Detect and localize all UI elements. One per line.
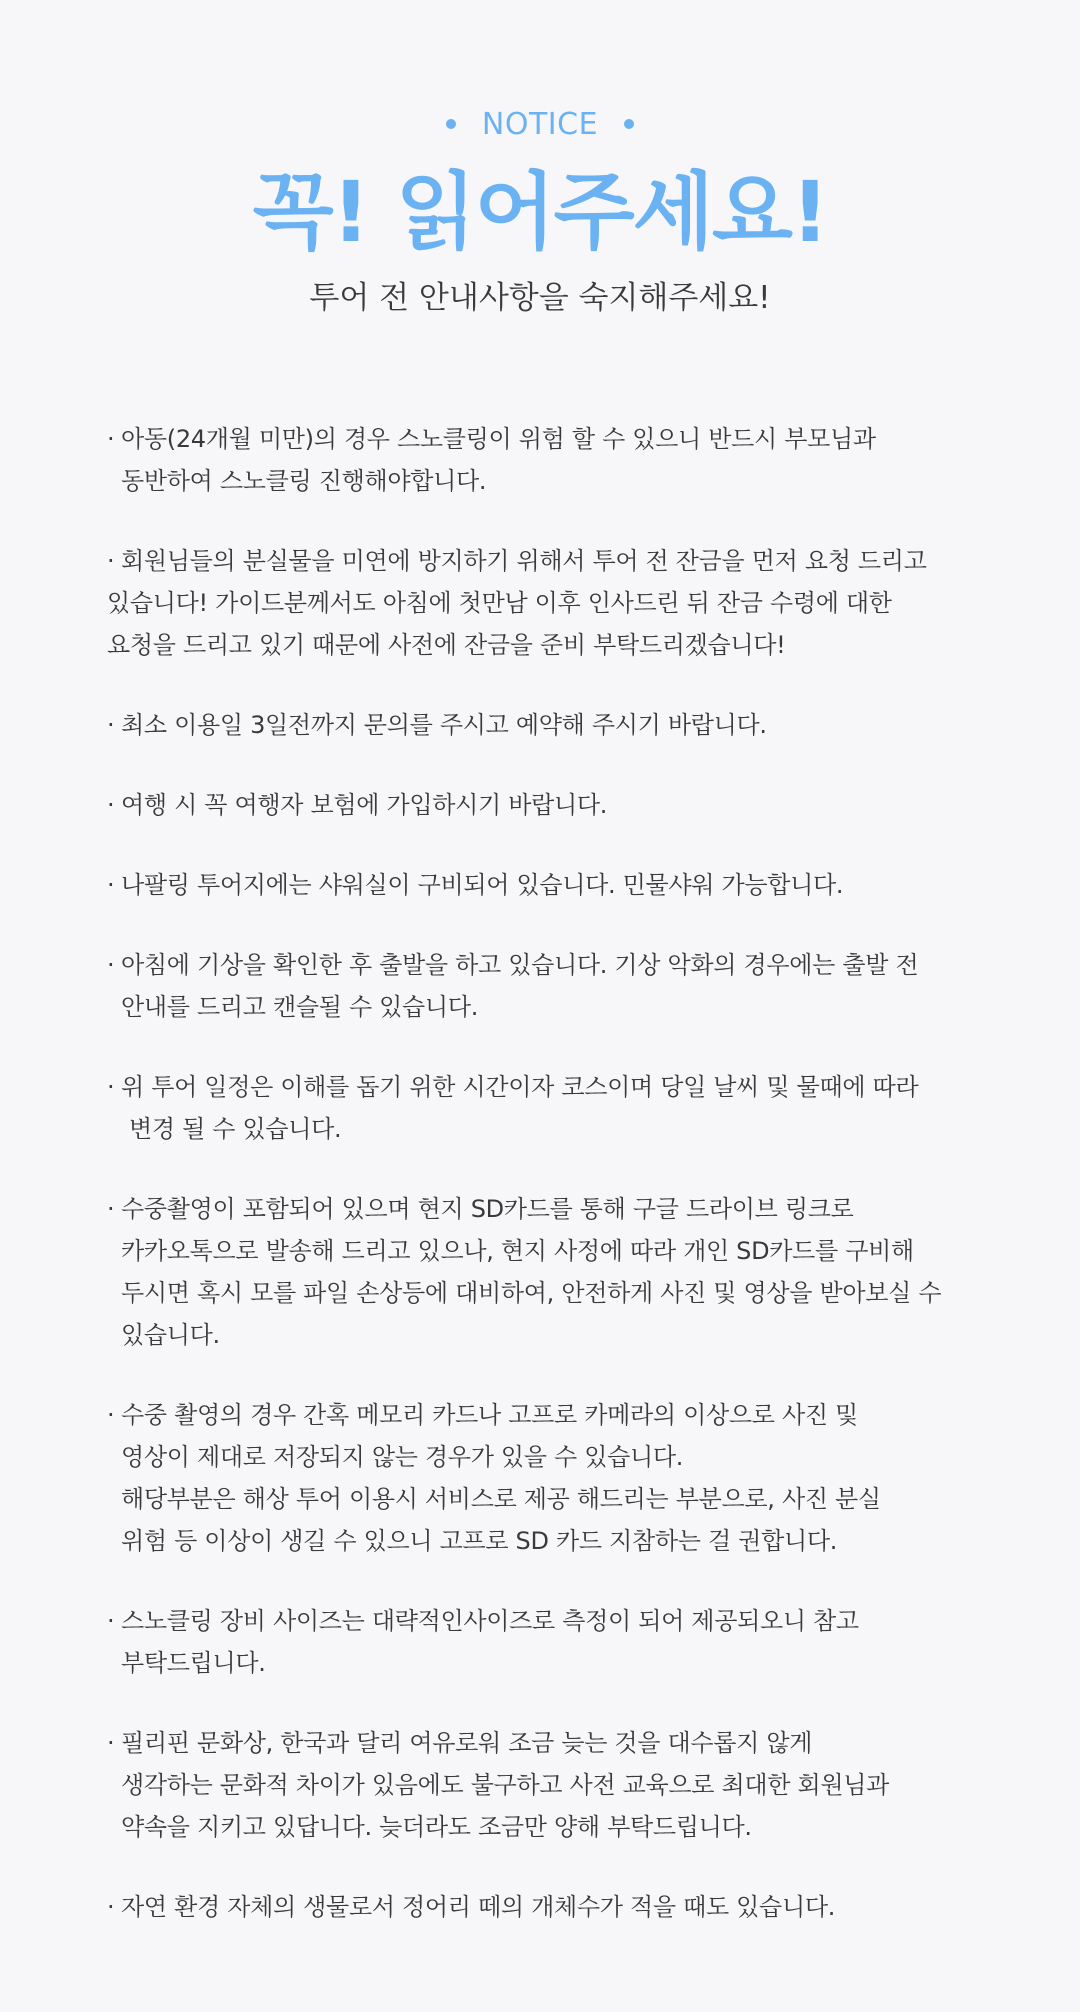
notice-line: 있습니다! 가이드분께서도 아침에 첫만남 이후 인사드린 뒤 잔금 수령에 대한	[107, 589, 892, 617]
bullet-icon: ·	[107, 1729, 115, 1757]
notice-line: 위 투어 일정은 이해를 돕기 위한 시간이자 코스이며 당일 날씨 및 물때에 따라	[121, 1073, 919, 1101]
notice-line: 위험 등 이상이 생길 수 있으니 고프로 SD 카드 지참하는 걸 권합니다.	[121, 1527, 838, 1555]
notice-line: 생각하는 문화적 차이가 있음에도 불구하고 사전 교육으로 최대한 회원님과	[121, 1771, 890, 1799]
notice-line: 부탁드립니다.	[121, 1649, 266, 1677]
notice-line: 동반하여 스노클링 진행해야합니다.	[121, 467, 487, 495]
notice-item	[107, 864, 987, 906]
bullet-icon: ·	[107, 1893, 115, 1921]
bullet-icon: ·	[107, 871, 115, 899]
notice-line: 아침에 기상을 확인한 후 출발을 하고 있습니다. 기상 악화의 경우에는 출발 전	[121, 951, 919, 979]
notice-item	[107, 1066, 987, 1150]
notice-item	[107, 1722, 987, 1848]
notice-label	[446, 104, 634, 144]
bullet-icon: ·	[107, 711, 115, 739]
notice-item	[107, 1394, 987, 1562]
notice-item	[107, 1886, 987, 1928]
bullet-icon: ·	[107, 1607, 115, 1635]
notice-line: 변경 될 수 있습니다.	[129, 1115, 342, 1143]
notice-line: 자연 환경 자체의 생물로서 정어리 떼의 개체수가 적을 때도 있습니다.	[121, 1893, 836, 1921]
bullet-icon: ·	[107, 547, 115, 575]
notice-line: 있습니다.	[121, 1321, 220, 1349]
notice-label-text: NOTICE	[481, 106, 599, 142]
bullet-icon: ·	[107, 1195, 115, 1223]
bullet-icon: ·	[107, 951, 115, 979]
notice-line: 아동(24개월 미만)의 경우 스노클링이 위험 할 수 있으니 반드시 부모님과	[121, 425, 876, 453]
bullet-icon: ·	[107, 791, 115, 819]
notice-item	[107, 944, 987, 1028]
notice-line: 두시면 혹시 모를 파일 손상등에 대비하여, 안전하게 사진 및 영상을 받아보실 수	[121, 1279, 942, 1307]
notice-line: 수중촬영이 포함되어 있으며 현지 SD카드를 통해 구글 드라이브 링크로	[121, 1195, 854, 1223]
notice-line: 약속을 지키고 있답니다. 늦더라도 조금만 양해 부탁드립니다.	[121, 1813, 752, 1841]
notice-line: 여행 시 꼭 여행자 보험에 가입하시기 바랍니다.	[121, 791, 608, 819]
notice-list	[107, 418, 987, 1966]
notice-line: 최소 이용일 3일전까지 문의를 주시고 예약해 주시기 바랍니다.	[121, 711, 767, 739]
bullet-icon: ·	[107, 425, 115, 453]
notice-line: 스노클링 장비 사이즈는 대략적인사이즈로 측정이 되어 제공되오니 참고	[121, 1607, 859, 1635]
notice-line: 나팔링 투어지에는 샤워실이 구비되어 있습니다. 민물샤워 가능합니다.	[121, 871, 844, 899]
notice-line: 필리핀 문화상, 한국과 달리 여유로워 조금 늦는 것을 대수롭지 않게	[121, 1729, 813, 1757]
notice-item	[107, 418, 987, 502]
notice-line: 요청을 드리고 있기 때문에 사전에 잔금을 준비 부탁드리겠습니다!	[107, 631, 786, 659]
notice-header	[0, 0, 1080, 320]
bullet-icon: ·	[107, 1401, 115, 1429]
notice-line: 회원님들의 분실물을 미연에 방지하기 위해서 투어 전 잔금을 먼저 요청 드리고	[121, 547, 927, 575]
notice-line: 안내를 드리고 캔슬될 수 있습니다.	[121, 993, 479, 1021]
notice-item	[107, 1188, 987, 1356]
page-title: 꼭! 읽어주세요!	[252, 163, 828, 261]
notice-item	[107, 1600, 987, 1684]
notice-line: 카카오톡으로 발송해 드리고 있으나, 현지 사정에 따라 개인 SD카드를 구비해	[121, 1237, 914, 1265]
bullet-icon: ·	[107, 1073, 115, 1101]
dot-icon-left	[446, 119, 456, 129]
notice-item	[107, 784, 987, 826]
notice-item	[107, 704, 987, 746]
notice-line: 해당부분은 해상 투어 이용시 서비스로 제공 해드리는 부분으로, 사진 분실	[121, 1485, 881, 1513]
page-subtitle: 투어 전 안내사항을 숙지해주세요!	[309, 280, 771, 316]
dot-icon-right	[624, 119, 634, 129]
notice-item	[107, 540, 987, 666]
notice-line: 수중 촬영의 경우 간혹 메모리 카드나 고프로 카메라의 이상으로 사진 및	[121, 1401, 858, 1429]
notice-line: 영상이 제대로 저장되지 않는 경우가 있을 수 있습니다.	[121, 1443, 684, 1471]
